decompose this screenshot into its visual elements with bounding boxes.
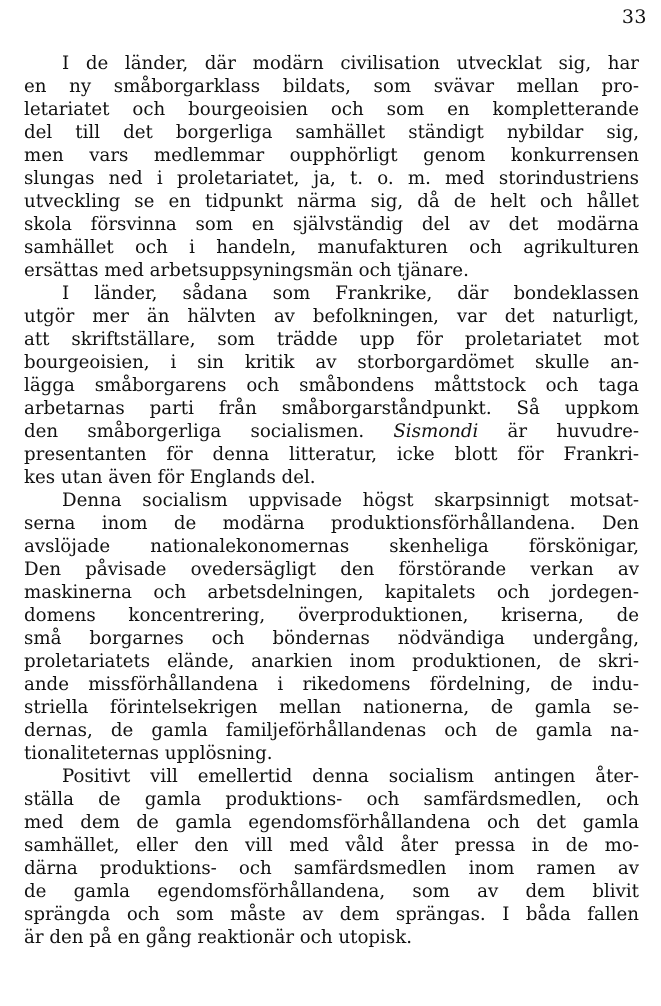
text-line: Denna socialism uppvisade högst skarpsinnigt motsat- — [62, 490, 639, 511]
text-line: avslöjade nationalekonomernas skenheliga förskönigar, — [24, 536, 639, 557]
text-line: utgör mer än hälvten av befolkningen, var det naturligt, — [24, 306, 639, 327]
text-line: utveckling se en tidpunkt närma sig, då de helt och hållet — [24, 191, 639, 212]
text-line: samhället, eller den vill med våld åter pressa in de mo- — [24, 835, 639, 856]
text-line: bourgeoisien, i sin kritik av storborgardömet skulle an- — [24, 352, 639, 373]
text-line: sprängda och som måste av dem sprängas. I båda fallen — [24, 904, 639, 925]
text-line: I de länder, där modärn civilisation utvecklat sig, har — [62, 53, 639, 74]
text-line: slungas ned i proletariatet, ja, t. o. m. med storindustriens — [24, 168, 639, 189]
text-line: men vars medlemmar oupphörligt genom konkurrensen — [24, 145, 639, 166]
text-line: I länder, sådana som Frankrike, där bondeklassen — [62, 283, 639, 304]
text-line: skola försvinna som en självständig del av det modärna — [24, 214, 639, 235]
text-line-segment: den småborgerliga socialismen. — [24, 421, 394, 442]
text-line: ställa de gamla produktions- och samfärdsmedlen, och — [24, 789, 639, 810]
text-line: Den påvisade ovedersägligt den förstörande verkan av — [24, 559, 639, 580]
text-line: lägga småborgarens och småbondens måttstock och taga — [24, 375, 639, 396]
text-line: att skriftställare, som trädde upp för proletariatet mot — [24, 329, 639, 350]
text-line: letariatet och bourgeoisien och som en kompletterande — [24, 99, 639, 120]
text-line: ersättas med arbetsuppsyningsmän och tjänare. — [24, 260, 469, 281]
text-line: serna inom de modärna produktionsförhållandena. Den — [24, 513, 639, 534]
text-line: kes utan även för Englands del. — [24, 467, 316, 488]
text-line: presentanten för denna litteratur, icke blott för Frankri- — [24, 444, 639, 465]
text-line: maskinerna och arbetsdelningen, kapitalets och jordegen- — [24, 582, 639, 603]
text-line: Positivt vill emellertid denna socialism antingen åter- — [62, 766, 639, 787]
text-line: proletariatets elände, anarkien inom produktionen, de skri- — [24, 651, 639, 672]
text-line: med dem de gamla egendomsförhållandena och det gamla — [24, 812, 639, 833]
text-line: är den på en gång reaktionär och utopisk. — [24, 927, 412, 948]
text-line: arbetarnas parti från småborgarståndpunkt. Så uppkom — [24, 398, 639, 419]
text-line: striella förintelsekrigen mellan nationerna, de gamla se- — [24, 697, 639, 718]
text-line: samhället och i handeln, manufakturen och agrikulturen — [24, 237, 639, 258]
text-line: ande missförhållandena i rikedomens fördelning, de indu- — [24, 674, 639, 695]
text-line-segment: är huvudre- — [478, 421, 639, 442]
text-line: de gamla egendomsförhållandena, som av dem blivit — [24, 881, 639, 902]
text-line: tionaliteternas upplösning. — [24, 743, 273, 764]
italic-name: Sismondi — [393, 421, 479, 442]
text-line: små borgarnes och böndernas nödvändiga undergång, — [24, 628, 639, 649]
text-line — [24, 420, 639, 443]
text-line: därna produktions- och samfärdsmedlen inom ramen av — [24, 858, 639, 879]
text-line: en ny småborgarklass bildats, som svävar mellan pro- — [24, 76, 639, 97]
text-line: domens koncentrering, överproduktionen, kriserna, de — [24, 605, 639, 626]
text-line: dernas, de gamla familjeförhållandenas och de gamla na- — [24, 720, 639, 741]
page-number: 33 — [621, 6, 647, 28]
text-line: del till det borgerliga samhället ständigt nybildar sig, — [24, 122, 639, 143]
